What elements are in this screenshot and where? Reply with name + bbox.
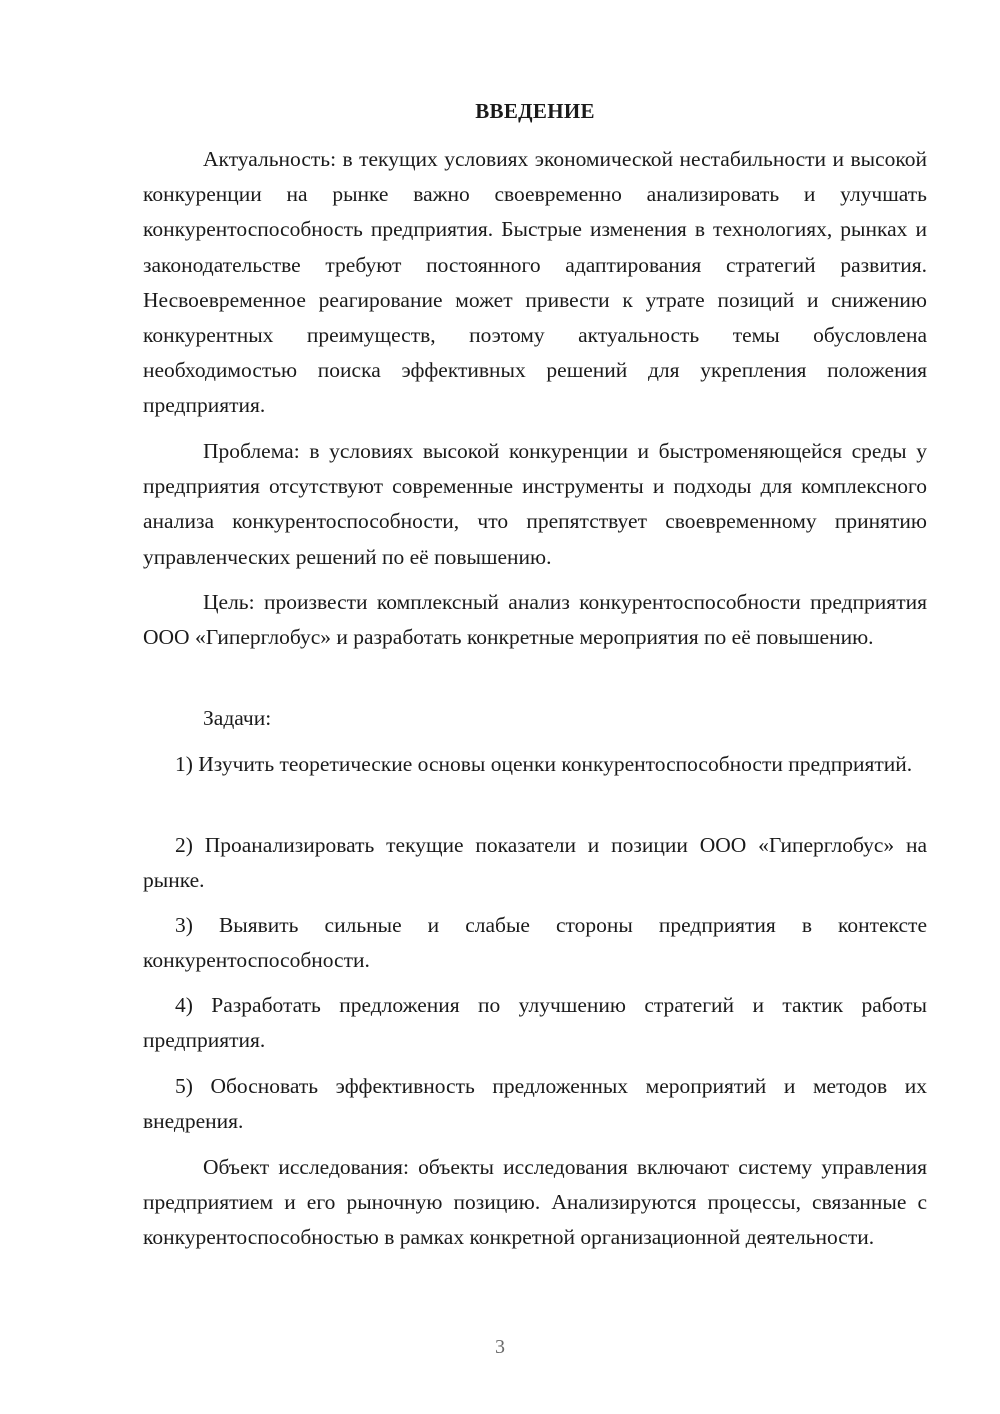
task-item-4: 4) Разработать предложения по улучшению стратегий и тактик работы предприятия. <box>143 993 927 1053</box>
paragraph-relevance: Актуальность: в текущих условиях экономической нестабильности и высокой конкуренции на рынке важно своевременно анализировать и улучшать конкурентоспособность предприятия. Быстрые изменения в технологиях, рынках и законодательстве требуют постоянного адаптирования стратегий развития. Несвоевременное реагирование может привести к утрате позиций и снижению конкурентных преимуществ, поэтому актуальность темы обусловлена необходимостью поиска эффективных решений для укрепления положения предприятия. <box>143 147 927 418</box>
page-title: ВВЕДЕНИЕ <box>475 99 595 123</box>
task-item-1: 1) Изучить теоретические основы оценки конкурентоспособности предприятий. <box>175 752 913 776</box>
task-item-3: 3) Выявить сильные и слабые стороны предприятия в контексте конкурентоспособности. <box>143 913 927 973</box>
tasks-heading: Задачи: <box>203 706 272 730</box>
page-number: 3 <box>495 1336 505 1358</box>
paragraph-problem: Проблема: в условиях высокой конкуренции и быстроменяющейся среды у предприятия отсутствуют современные инструменты и подходы для комплексного анализа конкурентоспособности, что препятствует своевременному принятию управленческих решений по её повышению. <box>143 439 927 569</box>
paragraph-object: Объект исследования: объекты исследования включают систему управления предприятием и его рыночную позицию. Анализируются процессы, связанные с конкурентоспособностью в рамках конкретной организационной деятельности. <box>143 1155 927 1250</box>
task-item-2: 2) Проанализировать текущие показатели и позиции ООО «Гиперглобус» на рынке. <box>143 833 927 893</box>
task-item-5: 5) Обосновать эффективность предложенных мероприятий и методов их внедрения. <box>143 1074 927 1134</box>
paragraph-goal: Цель: произвести комплексный анализ конкурентоспособности предприятия ООО «Гиперглобус» и разработать конкретные мероприятия по её повышению. <box>143 590 927 650</box>
